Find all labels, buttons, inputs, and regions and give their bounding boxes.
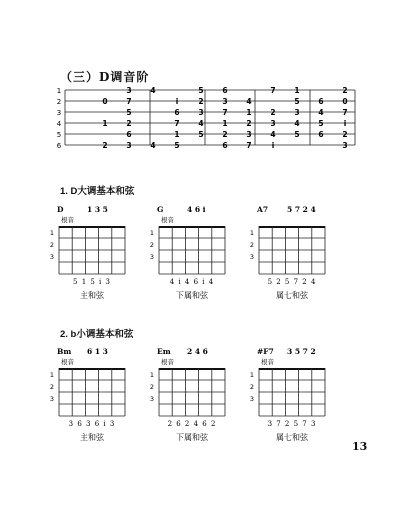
tab-note: 3	[294, 108, 300, 117]
tab-note: 2	[126, 119, 132, 128]
tab-note: 5	[294, 97, 300, 106]
s2-chord-1-fret-number: 1	[49, 371, 55, 379]
tab-note: 3	[198, 108, 204, 117]
s1-chord-3-nut	[259, 226, 325, 228]
tab-note: 5	[294, 130, 300, 139]
tab-note: i	[175, 97, 179, 106]
s1-chord-2-name: G	[157, 205, 164, 214]
tab-string-number: 1	[56, 87, 62, 95]
s2-chord-1-nut	[59, 368, 125, 370]
s2-chord-1-name: Bm	[57, 347, 72, 356]
tab-string-number: 2	[56, 98, 62, 106]
s1-chord-1-fret-number: 3	[49, 253, 55, 261]
tab-note: 3	[126, 141, 132, 150]
tab-note: 7	[126, 97, 132, 106]
s2-chord-3-bottom-notes: 3 7 2 5 7 3	[267, 420, 317, 428]
s2-chord-3-caption: 属七和弦	[276, 433, 308, 442]
s1-chord-1-root-label: 根音	[61, 216, 74, 224]
tab-note: 6	[222, 86, 228, 95]
tab-note: 1	[174, 130, 180, 139]
tab-note: 4	[270, 130, 276, 139]
tab-note: 2	[270, 108, 276, 117]
tab-note: 7	[342, 108, 348, 117]
section2-title: 2. b小调基本和弦	[60, 329, 134, 340]
s1-chord-2-nut	[159, 226, 225, 228]
tab-note: 2	[342, 86, 348, 95]
s1-chord-3-fret-number: 1	[249, 229, 255, 237]
s1-chord-1-bottom-notes: 5 1 5 i 3	[73, 278, 111, 286]
s2-chord-3-root-label: 根音	[261, 358, 274, 366]
tab-note: 6	[126, 130, 132, 139]
tab-note: 2	[246, 119, 252, 128]
s1-chord-3-degrees: 5 7 2 4	[287, 205, 316, 214]
s2-chord-2-fret-number: 1	[149, 371, 155, 379]
tab-note: 3	[126, 86, 132, 95]
tab-note: 7	[246, 141, 252, 150]
s2-chord-2-fret-number: 2	[149, 383, 155, 391]
s1-chord-2-root-label: 根音	[161, 216, 174, 224]
s2-chord-2-nut	[159, 368, 225, 370]
s1-chord-2-degrees: 4 6 i	[187, 205, 206, 214]
s1-chord-1-degrees: 1 3 5	[87, 205, 108, 214]
tab-note: 3	[342, 141, 348, 150]
s1-chord-1-name: D	[57, 205, 64, 214]
s2-chord-1-fret-number: 3	[49, 395, 55, 403]
s2-chord-1-caption: 主和弦	[80, 433, 104, 442]
section1-title: 1. D大调基本和弦	[60, 186, 135, 197]
tab-note: 4	[150, 141, 156, 150]
tab-note: 3	[222, 97, 228, 106]
tab-note: 0	[342, 97, 348, 106]
s1-chord-2-fret-number: 3	[149, 253, 155, 261]
s2-chord-1-degrees: 6 1 3	[87, 347, 108, 356]
tab-string-number: 6	[56, 142, 62, 150]
s1-chord-1-caption: 主和弦	[80, 291, 104, 300]
tab-note: 2	[222, 130, 228, 139]
tab-note: 4	[150, 86, 156, 95]
tab-note: 5	[198, 130, 204, 139]
s2-chord-3-fret-number: 1	[249, 371, 255, 379]
tab-note: 4	[198, 119, 204, 128]
s1-chord-1-fret-number: 1	[49, 229, 55, 237]
s1-chord-2-fret-number: 1	[149, 229, 155, 237]
tab-note: 7	[270, 86, 276, 95]
tab-note: 5	[126, 108, 132, 117]
page-number: 13	[352, 440, 368, 453]
tab-note: 0	[102, 97, 108, 106]
s2-chord-1-bottom-notes: 3 6 3 6 i 3	[68, 420, 116, 428]
tab-note: 6	[222, 141, 228, 150]
s2-chord-2-degrees: 2 4 6	[187, 347, 208, 356]
tab-note: 1	[294, 86, 300, 95]
s1-chord-1-fret-number: 2	[49, 241, 55, 249]
tab-note: 1	[222, 119, 228, 128]
tab-note: 1	[246, 108, 252, 117]
s2-chord-2-root-label: 根音	[161, 358, 174, 366]
s2-chord-3-nut	[259, 368, 325, 370]
s2-chord-1-fret-number: 2	[49, 383, 55, 391]
tab-note: 4	[246, 97, 252, 106]
tab-note: 4	[318, 108, 324, 117]
s1-chord-3-caption: 属七和弦	[276, 291, 308, 300]
s2-chord-2-bottom-notes: 2 6 2 4 6 2	[167, 420, 217, 428]
tab-note: 7	[222, 108, 228, 117]
tab-string-number: 4	[56, 120, 62, 128]
s2-chord-1-root-label: 根音	[61, 358, 74, 366]
s2-chord-3-fret-number: 2	[249, 383, 255, 391]
tab-note: 2	[198, 97, 204, 106]
s1-chord-2-caption: 下属和弦	[176, 291, 208, 300]
s2-chord-3-fret-number: 3	[249, 395, 255, 403]
tab-note: 3	[246, 130, 252, 139]
tab-note: 2	[102, 141, 108, 150]
tab-note: 2	[342, 130, 348, 139]
s2-chord-2-caption: 下属和弦	[176, 433, 208, 442]
tab-note: 6	[174, 108, 180, 117]
tab-note: 5	[318, 119, 324, 128]
s2-chord-3-name: #F7	[257, 347, 274, 356]
tab-note: 4	[294, 119, 300, 128]
tab-note: 5	[198, 86, 204, 95]
s1-chord-1-nut	[59, 226, 125, 228]
tab-note: 7	[174, 119, 180, 128]
s1-chord-3-fret-number: 2	[249, 241, 255, 249]
s2-chord-2-fret-number: 3	[149, 395, 155, 403]
s1-chord-3-fret-number: 3	[249, 253, 255, 261]
s2-chord-3-degrees: 3 5 7 2	[287, 347, 316, 356]
tab-note: 6	[318, 130, 324, 139]
tab-note: i	[271, 141, 275, 150]
s2-chord-2-name: Em	[157, 347, 171, 356]
page-title: （三）D调音阶	[60, 70, 150, 84]
tab-note: i	[343, 119, 347, 128]
tab-note: 3	[270, 119, 276, 128]
tab-string-number: 3	[56, 109, 62, 117]
tab-note: 1	[102, 119, 108, 128]
tab-string-number: 5	[56, 131, 62, 139]
s1-chord-3-name: A7	[257, 205, 269, 214]
tab-note: 6	[318, 97, 324, 106]
s1-chord-2-fret-number: 2	[149, 241, 155, 249]
tab-note: 5	[174, 141, 180, 150]
s1-chord-2-bottom-notes: 4 i 4 6 i 4	[169, 278, 215, 286]
s1-chord-3-bottom-notes: 5 2 5 7 2 4	[267, 278, 317, 286]
